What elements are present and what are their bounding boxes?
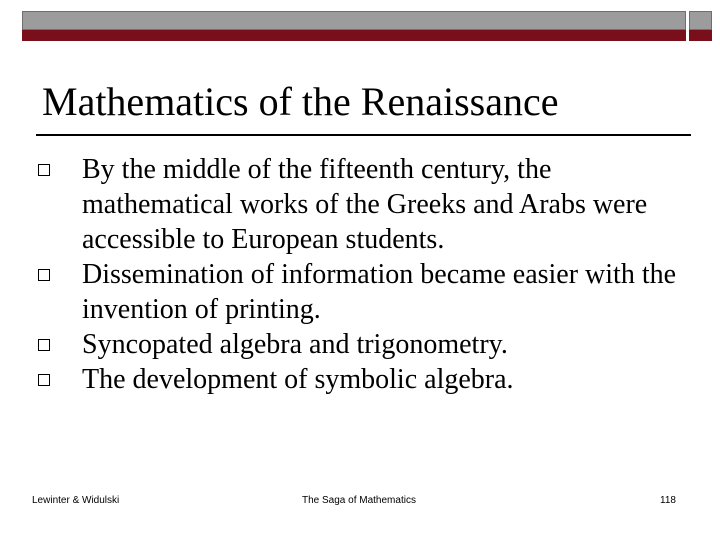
bullet-item (0, 257, 682, 327)
bullet-text: The development of symbolic algebra. (82, 364, 514, 395)
bullet-item (0, 362, 682, 397)
header-corner-square (689, 11, 712, 41)
hollow-square-icon (38, 339, 50, 351)
header-grey-bar (22, 11, 686, 30)
bullet-list (0, 152, 720, 397)
bullet-text: Dissemination of information became easier with the invention of printing. (82, 259, 677, 325)
footer-book-title: The Saga of Mathematics (302, 495, 416, 506)
header-decoration-band (22, 11, 714, 41)
footer-page-number: 118 (660, 495, 676, 506)
bullet-text: Syncopated algebra and trigonometry. (82, 329, 508, 360)
corner-square-red (689, 30, 712, 41)
footer-authors: Lewinter & Widulski (32, 495, 120, 506)
slide-title: Mathematics of the Renaissance (42, 79, 559, 124)
title-underline (36, 134, 691, 136)
hollow-square-icon (38, 374, 50, 386)
corner-square-grey (689, 11, 712, 30)
hollow-square-icon (38, 164, 50, 176)
bullet-item (0, 152, 682, 257)
bullet-text: By the middle of the fifteenth century, the mathematical works of the Greeks and Arabs were accessible to European students. (82, 154, 648, 255)
header-red-bar (22, 30, 686, 41)
bullet-item (0, 327, 682, 362)
hollow-square-icon (38, 269, 50, 281)
